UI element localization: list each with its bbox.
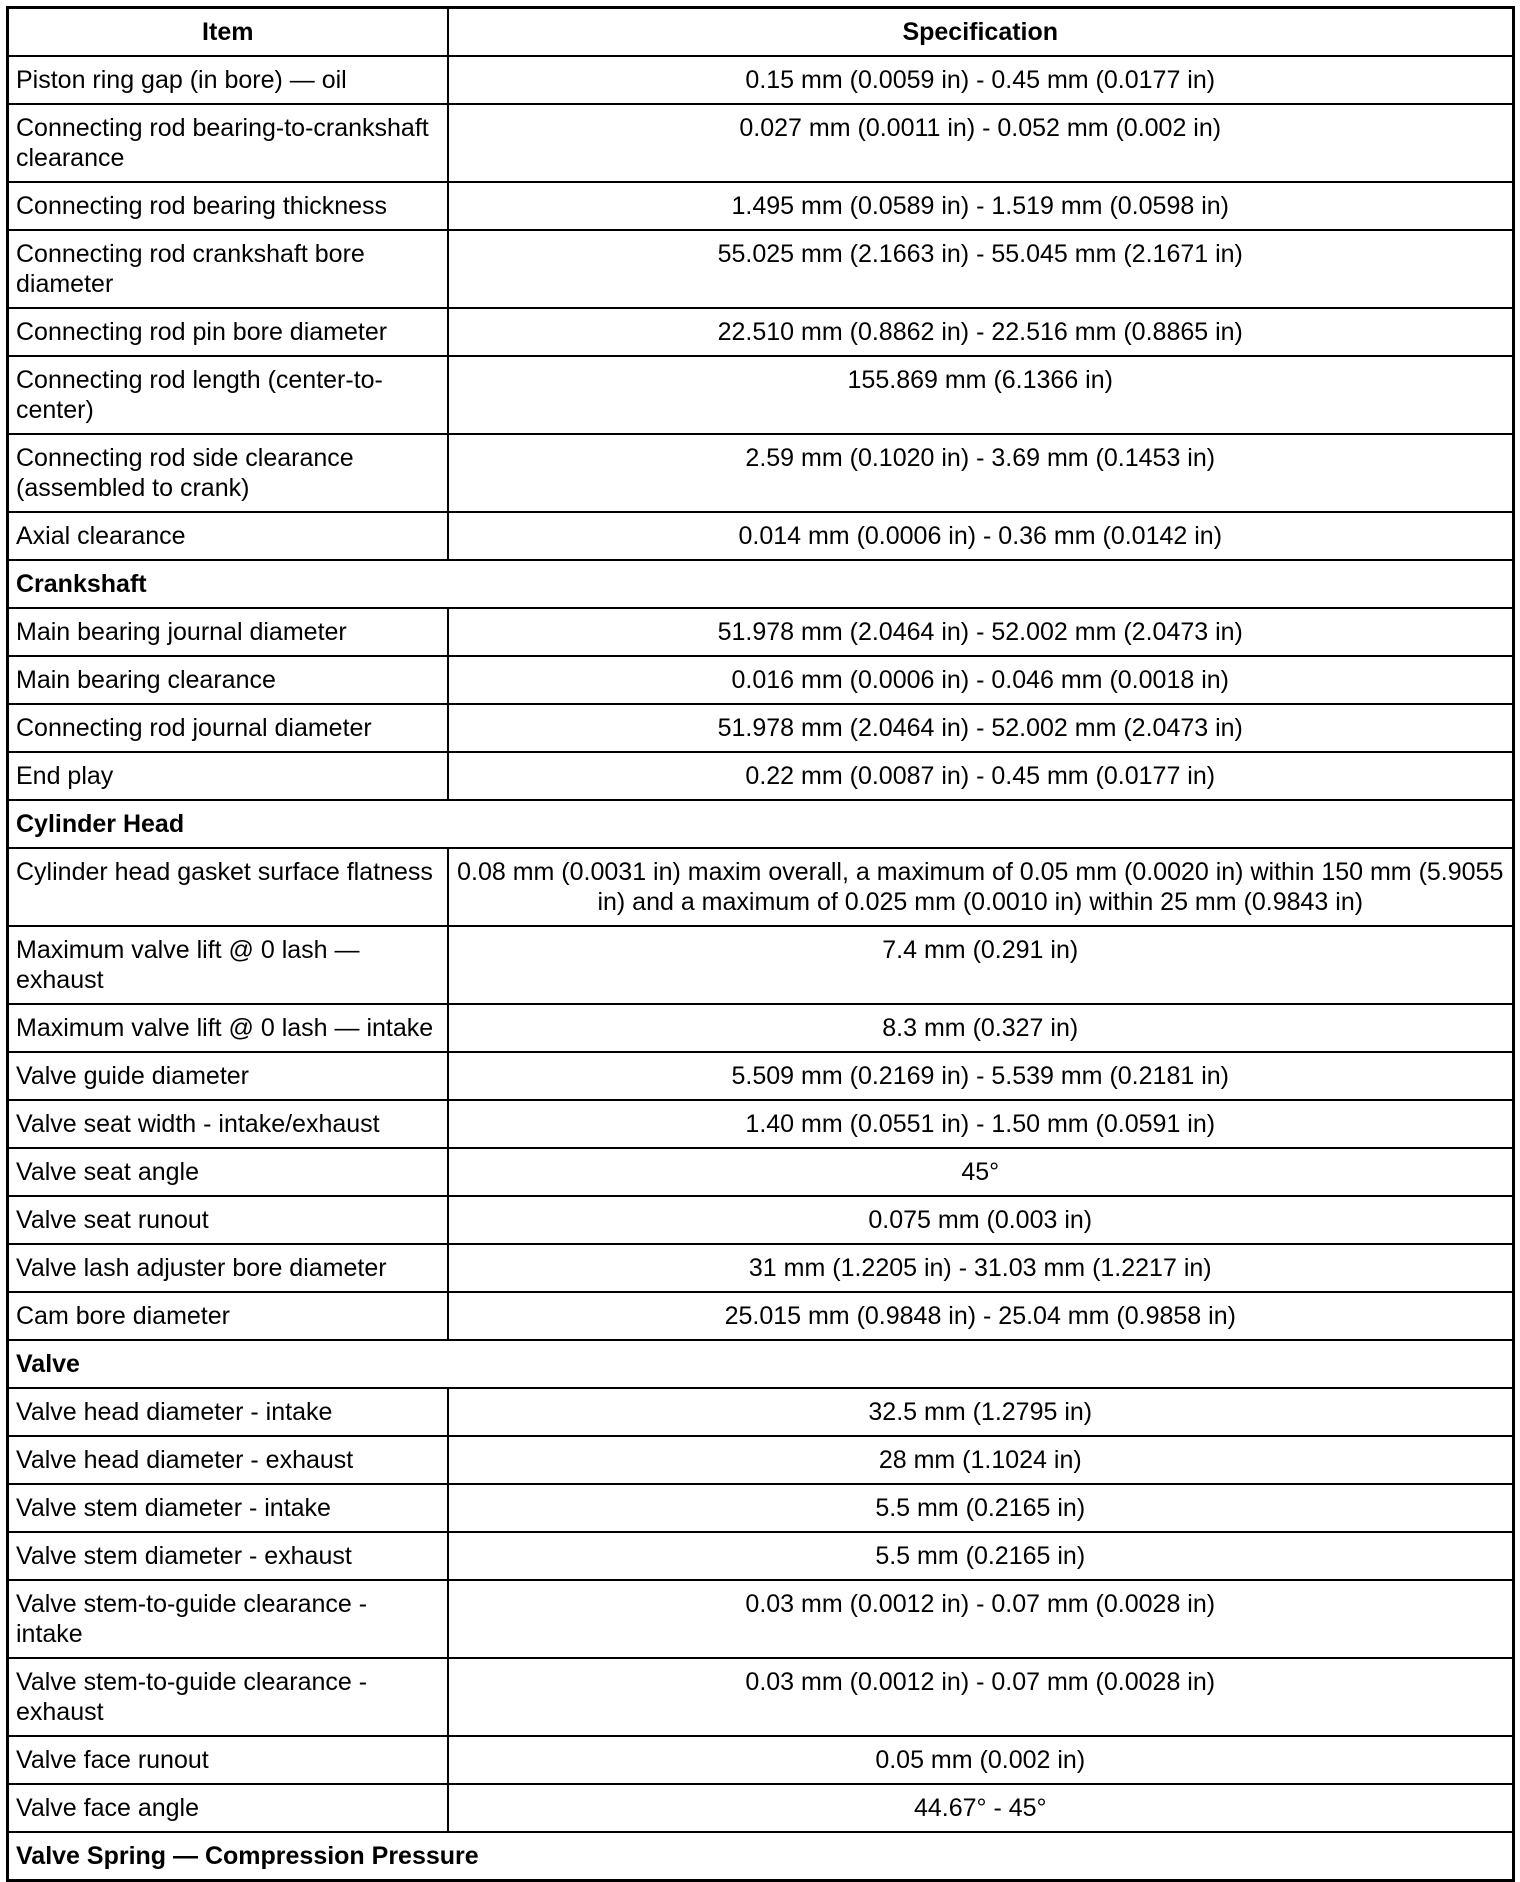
section-heading: Valve — [8, 1340, 1514, 1388]
table-row — [8, 1532, 1514, 1580]
specification-cell: 0.075 mm (0.003 in) — [448, 1196, 1514, 1244]
item-cell: Valve seat width - intake/exhaust — [8, 1100, 448, 1148]
specification-cell: 5.5 mm (0.2165 in) — [448, 1532, 1514, 1580]
item-cell: Valve stem diameter - intake — [8, 1484, 448, 1532]
table-row — [8, 704, 1514, 752]
item-cell: End play — [8, 752, 448, 800]
item-cell: Connecting rod journal diameter — [8, 704, 448, 752]
item-cell: Valve head diameter - exhaust — [8, 1436, 448, 1484]
specification-cell: 5.5 mm (0.2165 in) — [448, 1484, 1514, 1532]
table-row — [8, 1484, 1514, 1532]
section-row — [8, 560, 1514, 608]
section-row — [8, 1832, 1514, 1881]
table-row — [8, 1658, 1514, 1736]
specification-cell: 0.05 mm (0.002 in) — [448, 1736, 1514, 1784]
item-cell: Connecting rod side clearance (assembled to crank) — [8, 434, 448, 512]
table-row — [8, 308, 1514, 356]
table-row — [8, 848, 1514, 926]
table-row — [8, 1784, 1514, 1832]
item-cell: Piston ring gap (in bore) — oil — [8, 56, 448, 104]
specification-cell: 0.016 mm (0.0006 in) - 0.046 mm (0.0018 in) — [448, 656, 1514, 704]
specification-column-header: Specification — [448, 8, 1514, 56]
specification-cell: 45° — [448, 1148, 1514, 1196]
specification-cell: 55.025 mm (2.1663 in) - 55.045 mm (2.1671 in) — [448, 230, 1514, 308]
table-row — [8, 1004, 1514, 1052]
item-cell: Connecting rod pin bore diameter — [8, 308, 448, 356]
specification-cell: 32.5 mm (1.2795 in) — [448, 1388, 1514, 1436]
section-heading: Cylinder Head — [8, 800, 1514, 848]
specification-cell: 0.15 mm (0.0059 in) - 0.45 mm (0.0177 in) — [448, 56, 1514, 104]
specification-cell: 31 mm (1.2205 in) - 31.03 mm (1.2217 in) — [448, 1244, 1514, 1292]
item-cell: Cylinder head gasket surface flatness — [8, 848, 448, 926]
table-row — [8, 356, 1514, 434]
specification-cell: 0.08 mm (0.0031 in) maxim overall, a maximum of 0.05 mm (0.0020 in) within 150 mm (5.9055 in) and a maximum of 0.025 mm (0.0010 in) within 25 mm (0.9843 in) — [448, 848, 1514, 926]
header-row — [8, 8, 1514, 56]
table-row — [8, 230, 1514, 308]
specification-cell: 2.59 mm (0.1020 in) - 3.69 mm (0.1453 in) — [448, 434, 1514, 512]
item-cell: Valve head diameter - intake — [8, 1388, 448, 1436]
item-cell: Connecting rod crankshaft bore diameter — [8, 230, 448, 308]
specification-cell: 8.3 mm (0.327 in) — [448, 1004, 1514, 1052]
item-cell: Valve stem-to-guide clearance - intake — [8, 1580, 448, 1658]
table-row — [8, 1436, 1514, 1484]
specification-cell: 5.509 mm (0.2169 in) - 5.539 mm (0.2181 in) — [448, 1052, 1514, 1100]
section-heading: Crankshaft — [8, 560, 1514, 608]
item-cell: Maximum valve lift @ 0 lash — exhaust — [8, 926, 448, 1004]
item-cell: Connecting rod bearing-to-crankshaft clearance — [8, 104, 448, 182]
table-row — [8, 1580, 1514, 1658]
table-row — [8, 434, 1514, 512]
specification-cell: 0.014 mm (0.0006 in) - 0.36 mm (0.0142 in) — [448, 512, 1514, 560]
section-row — [8, 800, 1514, 848]
item-cell: Connecting rod bearing thickness — [8, 182, 448, 230]
table-row — [8, 1388, 1514, 1436]
specification-cell: 0.027 mm (0.0011 in) - 0.052 mm (0.002 in) — [448, 104, 1514, 182]
table-row — [8, 1196, 1514, 1244]
table-row — [8, 608, 1514, 656]
section-heading: Valve Spring — Compression Pressure — [8, 1832, 1514, 1881]
table-body — [8, 56, 1514, 1881]
specification-table — [6, 6, 1515, 1882]
table-row — [8, 1100, 1514, 1148]
table-row — [8, 1244, 1514, 1292]
item-cell: Valve face runout — [8, 1736, 448, 1784]
item-cell: Cam bore diameter — [8, 1292, 448, 1340]
table-row — [8, 926, 1514, 1004]
table-row — [8, 1736, 1514, 1784]
specification-cell: 28 mm (1.1024 in) — [448, 1436, 1514, 1484]
table-row — [8, 512, 1514, 560]
specification-cell: 51.978 mm (2.0464 in) - 52.002 mm (2.0473 in) — [448, 704, 1514, 752]
specification-cell: 0.22 mm (0.0087 in) - 0.45 mm (0.0177 in) — [448, 752, 1514, 800]
item-cell: Valve stem-to-guide clearance - exhaust — [8, 1658, 448, 1736]
table-row — [8, 104, 1514, 182]
item-cell: Valve seat angle — [8, 1148, 448, 1196]
item-cell: Main bearing clearance — [8, 656, 448, 704]
table-row — [8, 182, 1514, 230]
specification-cell: 0.03 mm (0.0012 in) - 0.07 mm (0.0028 in) — [448, 1580, 1514, 1658]
table-row — [8, 56, 1514, 104]
item-cell: Valve face angle — [8, 1784, 448, 1832]
item-column-header: Item — [8, 8, 448, 56]
table-row — [8, 1148, 1514, 1196]
item-cell: Valve stem diameter - exhaust — [8, 1532, 448, 1580]
item-cell: Valve seat runout — [8, 1196, 448, 1244]
specification-cell: 0.03 mm (0.0012 in) - 0.07 mm (0.0028 in) — [448, 1658, 1514, 1736]
section-row — [8, 1340, 1514, 1388]
specification-cell: 51.978 mm (2.0464 in) - 52.002 mm (2.0473 in) — [448, 608, 1514, 656]
item-cell: Connecting rod length (center-to-center) — [8, 356, 448, 434]
table-row — [8, 1292, 1514, 1340]
item-cell: Axial clearance — [8, 512, 448, 560]
specification-cell: 25.015 mm (0.9848 in) - 25.04 mm (0.9858 in) — [448, 1292, 1514, 1340]
table-header — [8, 8, 1514, 56]
table-row — [8, 752, 1514, 800]
item-cell: Maximum valve lift @ 0 lash — intake — [8, 1004, 448, 1052]
specification-cell: 44.67° - 45° — [448, 1784, 1514, 1832]
specification-cell: 22.510 mm (0.8862 in) - 22.516 mm (0.8865 in) — [448, 308, 1514, 356]
specification-cell: 7.4 mm (0.291 in) — [448, 926, 1514, 1004]
item-cell: Valve lash adjuster bore diameter — [8, 1244, 448, 1292]
item-cell: Valve guide diameter — [8, 1052, 448, 1100]
specification-cell: 155.869 mm (6.1366 in) — [448, 356, 1514, 434]
specification-cell: 1.40 mm (0.0551 in) - 1.50 mm (0.0591 in) — [448, 1100, 1514, 1148]
table-row — [8, 1052, 1514, 1100]
item-cell: Main bearing journal diameter — [8, 608, 448, 656]
table-row — [8, 656, 1514, 704]
specification-cell: 1.495 mm (0.0589 in) - 1.519 mm (0.0598 in) — [448, 182, 1514, 230]
